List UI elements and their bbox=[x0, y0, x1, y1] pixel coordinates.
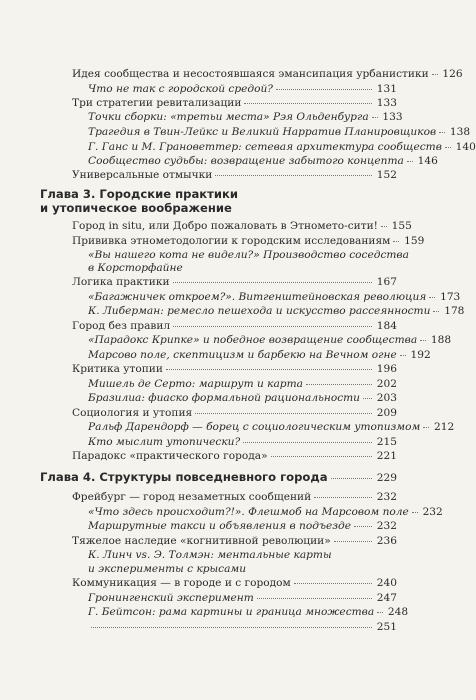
leader-dots bbox=[445, 147, 451, 148]
toc-entry bbox=[88, 549, 397, 561]
entry-page: 251 bbox=[376, 621, 397, 633]
toc-entry bbox=[72, 169, 397, 181]
leader-dots bbox=[306, 384, 372, 385]
entry-page: 212 bbox=[434, 421, 455, 433]
leader-dots bbox=[243, 442, 372, 443]
entry-page: 192 bbox=[410, 349, 431, 361]
entry-title: К. Либерман: ремесло пешехода и искусство рассеянности bbox=[88, 305, 431, 317]
entry-title: Гронингенский эксперимент bbox=[88, 592, 254, 604]
leader-dots bbox=[91, 627, 372, 628]
leader-dots bbox=[381, 226, 387, 227]
toc-entry bbox=[88, 592, 397, 604]
entry-title: Что не так с городской средой? bbox=[88, 83, 273, 95]
toc-entry bbox=[88, 506, 443, 518]
toc-entry bbox=[88, 126, 471, 138]
chapter-heading bbox=[40, 202, 397, 215]
entry-page: 215 bbox=[376, 436, 397, 448]
toc-entry bbox=[88, 249, 409, 261]
entry-title: Критика утопии bbox=[72, 363, 163, 375]
entry-page: 146 bbox=[417, 155, 438, 167]
entry-title: Г. Бейтсон: рама картины и граница множества bbox=[88, 606, 375, 618]
entry-page: 236 bbox=[376, 535, 397, 547]
toc-entry bbox=[72, 220, 412, 232]
entry-page: 133 bbox=[382, 111, 403, 123]
entry-title: «Парадокс Крипке» и победное возвращение сообщества bbox=[88, 334, 418, 346]
entry-page: 152 bbox=[376, 169, 397, 181]
entry-page: 232 bbox=[376, 520, 397, 532]
entry-page: 155 bbox=[391, 220, 412, 232]
toc-entry bbox=[88, 349, 431, 361]
entry-page: 167 bbox=[376, 276, 397, 288]
toc-entry bbox=[72, 407, 397, 419]
leader-dots bbox=[393, 241, 399, 242]
leader-dots bbox=[215, 175, 372, 176]
leader-dots bbox=[433, 311, 439, 312]
entry-page: 209 bbox=[376, 407, 397, 419]
leader-dots bbox=[331, 478, 372, 479]
toc-entry bbox=[72, 363, 397, 375]
entry-page: 178 bbox=[444, 305, 465, 317]
entry-title: Маршрутные такси и объявления в подъезде bbox=[88, 520, 352, 532]
entry-title: Кто мыслит утопически? bbox=[88, 436, 241, 448]
leader-dots bbox=[354, 526, 372, 527]
entry-title: Логика практики bbox=[72, 276, 170, 288]
leader-dots bbox=[195, 413, 372, 414]
entry-title: и эксперименты с крысами bbox=[88, 563, 247, 575]
entry-page: 221 bbox=[376, 450, 397, 462]
entry-title: Социология и утопия bbox=[72, 407, 193, 419]
toc-entry bbox=[88, 262, 397, 274]
toc-entry bbox=[72, 276, 397, 288]
leader-dots bbox=[420, 340, 426, 341]
leader-dots bbox=[166, 369, 372, 370]
leader-dots bbox=[363, 398, 372, 399]
entry-title: «Вы нашего кота не видели?» Производство соседства bbox=[88, 249, 409, 261]
leader-dots bbox=[377, 612, 383, 613]
entry-page: 203 bbox=[376, 392, 397, 404]
leader-dots bbox=[294, 583, 372, 584]
entry-page: 240 bbox=[376, 577, 397, 589]
toc-entry bbox=[72, 320, 397, 332]
entry-title: Фрейбург — город незаметных сообщений bbox=[72, 491, 312, 503]
toc-entry bbox=[72, 577, 397, 589]
chapter-heading: Глава 3. Городские практики bbox=[40, 187, 238, 201]
entry-title: Марсово поле, скептицизм и барбекю на Вечном огне bbox=[88, 349, 397, 361]
entry-title: Прививка этнометодологии к городским исследованиям bbox=[72, 235, 391, 247]
toc-entry bbox=[88, 141, 476, 153]
toc-entry bbox=[72, 68, 463, 80]
toc-entry bbox=[72, 450, 397, 462]
entry-title: Мишель де Серто: маршрут и карта bbox=[88, 378, 303, 390]
toc-entry bbox=[88, 421, 455, 433]
leader-dots bbox=[173, 326, 372, 327]
toc-entry bbox=[88, 334, 452, 346]
entry-page: 126 bbox=[442, 68, 463, 80]
leader-dots bbox=[372, 117, 378, 118]
leader-dots bbox=[423, 427, 429, 428]
entry-title: Точки сборки: «третьи места» Рэя Ольденбурга bbox=[88, 111, 369, 123]
entry-title: Г. Ганс и М. Грановеттер: сетевая архитектура сообществ bbox=[88, 141, 442, 153]
entry-title: Идея сообщества и несостоявшаяся эмансипация урбанистики bbox=[72, 68, 429, 80]
leader-dots bbox=[271, 456, 372, 457]
entry-page: 196 bbox=[376, 363, 397, 375]
entry-title: «Что здесь происходит?!». Флешмоб на Марсовом поле bbox=[88, 506, 409, 518]
leader-dots bbox=[314, 497, 372, 498]
entry-page: 202 bbox=[376, 378, 397, 390]
leader-dots bbox=[334, 541, 372, 542]
toc-entry bbox=[88, 520, 397, 532]
entry-page: 138 bbox=[449, 126, 471, 138]
entry-title: Трагедия в Твин-Лейкс и Великий Нарратив Планировщиков bbox=[88, 126, 437, 138]
entry-page: 140 bbox=[455, 141, 476, 153]
entry-page: 184 bbox=[376, 320, 397, 332]
entry-page: 159 bbox=[404, 235, 425, 247]
entry-page: 173 bbox=[440, 291, 461, 303]
leader-dots bbox=[276, 89, 372, 90]
leader-dots bbox=[244, 103, 372, 104]
toc-entry bbox=[88, 111, 403, 123]
entry-title: Сообщество судьбы: возвращение забытого концепта bbox=[88, 155, 404, 167]
leader-dots bbox=[432, 74, 438, 75]
toc-entry bbox=[88, 436, 397, 448]
toc-entry bbox=[88, 378, 397, 390]
toc-entry bbox=[72, 97, 397, 109]
toc-entry bbox=[88, 291, 461, 303]
toc-entry bbox=[88, 563, 397, 575]
entry-title: Ральф Дарендорф — борец с социологическим утопизмом bbox=[88, 421, 421, 433]
toc-entry bbox=[88, 305, 465, 317]
leader-dots bbox=[173, 282, 372, 283]
leader-dots bbox=[412, 512, 418, 513]
toc-entry bbox=[72, 235, 425, 247]
toc-entry bbox=[88, 83, 397, 95]
toc-entry bbox=[88, 606, 409, 618]
toc-entry bbox=[72, 491, 397, 503]
entry-title: Город in situ, или Добро пожаловать в Этномето-сити! bbox=[72, 220, 378, 232]
entry-page: 232 bbox=[422, 506, 443, 518]
entry-title: К. Линч vs. Э. Толмэн: ментальные карты bbox=[88, 549, 332, 561]
entry-title: Коммуникация — в городе и с городом bbox=[72, 577, 291, 589]
entry-title: Парадокс «практического города» bbox=[72, 450, 268, 462]
entry-title: Универсальные отмычки bbox=[72, 169, 213, 181]
leader-dots bbox=[439, 132, 445, 133]
chapter-title: и утопическое воображение bbox=[40, 201, 232, 215]
entry-title: Город без правил bbox=[72, 320, 171, 332]
entry-title: Три стратегии ревитализации bbox=[72, 97, 242, 109]
toc-entry bbox=[88, 621, 397, 633]
entry-page: 248 bbox=[387, 606, 409, 618]
entry-page: 188 bbox=[430, 334, 452, 346]
entry-page: 133 bbox=[376, 97, 397, 109]
leader-dots bbox=[257, 598, 372, 599]
chapter-heading bbox=[40, 471, 397, 485]
entry-page: 232 bbox=[376, 491, 397, 503]
toc-entry bbox=[72, 535, 397, 547]
chapter-page: 229 bbox=[376, 472, 397, 484]
entry-title: Бразилиа: фиаско формальной рациональности bbox=[88, 392, 361, 404]
chapter-title: Глава 4. Структуры повседневного города bbox=[40, 470, 328, 484]
entry-page: 247 bbox=[376, 592, 397, 604]
leader-dots bbox=[400, 355, 406, 356]
entry-title: в Корсторфайне bbox=[88, 262, 183, 274]
toc-entry bbox=[88, 155, 438, 167]
entry-title: Тяжелое наследие «когнитивной революции» bbox=[72, 535, 331, 547]
entry-title: «Багажничек откроем?». Витгенштейновская революция bbox=[88, 291, 427, 303]
leader-dots bbox=[429, 297, 435, 298]
entry-page: 131 bbox=[376, 83, 397, 95]
toc-entry bbox=[88, 392, 397, 404]
leader-dots bbox=[407, 161, 413, 162]
